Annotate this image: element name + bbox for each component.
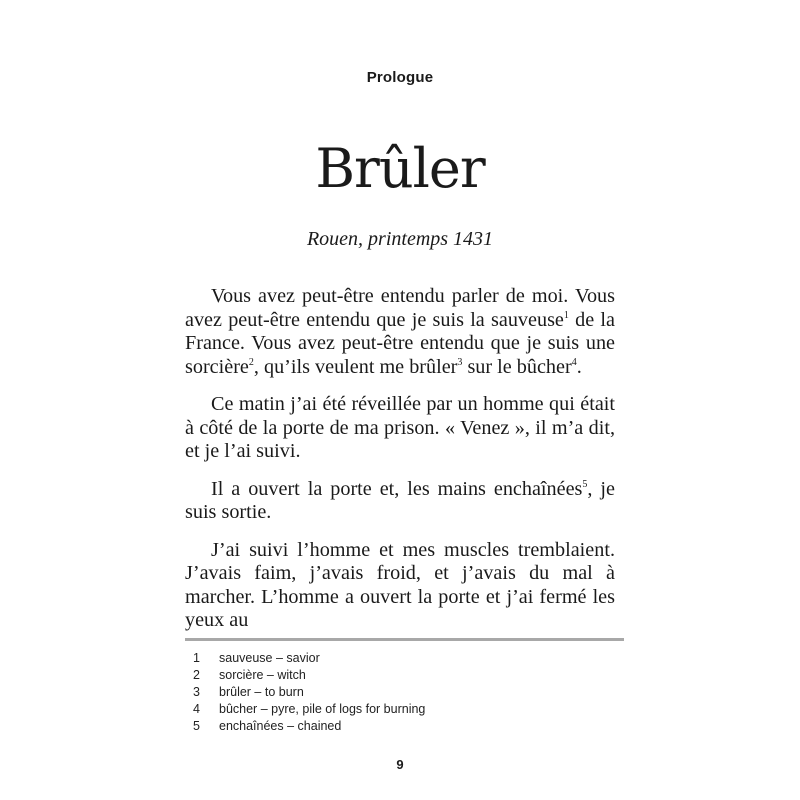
footnote-text: bûcher – pyre, pile of logs for burning bbox=[219, 702, 426, 716]
footnote-item bbox=[193, 684, 425, 701]
paragraph-text: sur le bûcher bbox=[462, 355, 572, 378]
footnote-text: enchaînées – chained bbox=[219, 719, 342, 733]
body-text bbox=[185, 285, 615, 633]
paragraph-4 bbox=[185, 539, 615, 633]
footnotes bbox=[193, 650, 425, 735]
footnote-text: sorcière – witch bbox=[219, 668, 306, 682]
footnote-number: 2 bbox=[193, 668, 200, 682]
paragraph-text: J’ai suivi l’homme et mes muscles tremblaient. J’avais faim, j’avais froid, et j’avais du mal à marcher. L’homme a ouvert la porte et j’ai fermé les yeux au bbox=[185, 538, 615, 631]
footnote-item bbox=[193, 650, 425, 667]
footnote-ref-4: 4 bbox=[571, 356, 577, 368]
footnote-item bbox=[193, 718, 425, 735]
paragraph-text: Ce matin j’ai été réveillée par un homme qui était à côté de la porte de ma prison. « Venez », il m’a dit, et je l’ai suivi. bbox=[185, 393, 615, 462]
paragraph-text: , qu’ils veulent me brûler bbox=[253, 355, 458, 378]
footnote-ref-1: 1 bbox=[563, 309, 569, 321]
footnote-number: 4 bbox=[193, 702, 200, 716]
footnote-divider bbox=[185, 638, 624, 641]
paragraph-text: , je suis sortie. bbox=[185, 477, 615, 523]
chapter-title: Brûler bbox=[315, 137, 485, 200]
footnote-number: 1 bbox=[193, 651, 200, 665]
footnote-ref-5: 5 bbox=[582, 478, 588, 490]
paragraph-text: de la France. Vous avez peut-être entendu que je suis une sorcière bbox=[185, 308, 615, 378]
page-number: 9 bbox=[396, 757, 404, 772]
footnote-item bbox=[193, 667, 425, 684]
footnote-number: 3 bbox=[193, 685, 200, 699]
footnote-text: brûler – to burn bbox=[219, 685, 304, 699]
section-header: Prologue bbox=[366, 69, 434, 86]
paragraph-3 bbox=[185, 478, 615, 525]
footnote-ref-3: 3 bbox=[457, 356, 463, 368]
chapter-subtitle: Rouen, printemps 1431 bbox=[306, 228, 494, 250]
footnote-number: 5 bbox=[193, 719, 200, 733]
footnote-ref-2: 2 bbox=[248, 356, 254, 368]
paragraph-1 bbox=[185, 285, 615, 379]
paragraph-2 bbox=[185, 393, 615, 464]
footnote-text: sauveuse – savior bbox=[219, 651, 320, 665]
footnote-item bbox=[193, 701, 425, 718]
paragraph-text: Vous avez peut-être entendu parler de moi. Vous avez peut-être entendu que je suis la sauveuse bbox=[185, 285, 615, 331]
paragraph-text: . bbox=[576, 355, 582, 378]
paragraph-text: Il a ouvert la porte et, les mains enchaînées bbox=[211, 477, 583, 500]
